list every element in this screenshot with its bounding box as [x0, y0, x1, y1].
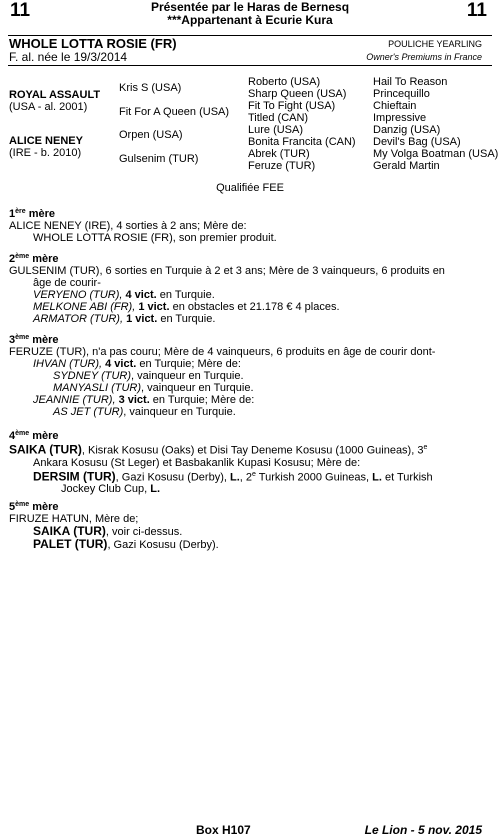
qualification: Qualifiée FEE: [216, 182, 284, 194]
ped-gen3-8: Feruze (TUR): [248, 160, 316, 172]
ped-gen3-5: Lure (USA): [248, 124, 304, 136]
pedigree-rule: [8, 65, 492, 66]
ped-gen4-7: My Volga Boatman (USA): [373, 148, 499, 160]
mere1-line2: WHOLE LOTTA ROSIE (FR), son premier produit.: [33, 232, 277, 244]
mere5-title: 5ème mère: [9, 501, 59, 513]
mere5-produit-1: SAIKA (TUR), voir ci-dessus.: [33, 524, 183, 538]
horse-name: WHOLE LOTTA ROSIE (FR): [9, 36, 177, 51]
ped-gen4-2: Princequillo: [373, 88, 430, 100]
ped-gen4-1: Hail To Reason: [373, 76, 448, 88]
mere3-title: 3ème mère: [9, 334, 59, 346]
lot-number-left: 11: [10, 0, 31, 21]
mere2-produit-1: VERYENO (TUR), 4 vict. en Turquie.: [33, 289, 215, 301]
horse-category: POULICHE YEARLING: [388, 39, 482, 49]
dam-info: (IRE - b. 2010): [9, 147, 82, 159]
horse-birth: F. al. née le 19/3/2014: [9, 50, 128, 64]
ped-gen4-8: Gerald Martin: [373, 160, 440, 172]
mere3-line1: FERUZE (TUR), n'a pas couru; Mère de 4 vainqueurs, 6 produits en âge de courir dont-: [9, 346, 436, 358]
mere2-line2: âge de courir-: [33, 277, 101, 289]
presenter-line: Présentée par le Haras de Bernesq: [150, 0, 350, 14]
mere3-produit-1: IHVAN (TUR), 4 vict. en Turquie; Mère de:: [33, 358, 241, 370]
ped-gen3-4: Titled (CAN): [248, 112, 309, 124]
mere3-section: [9, 334, 489, 418]
mere1-line1: ALICE NENEY (IRE), 4 sorties à 2 ans; Mère de:: [9, 220, 247, 232]
ped-gen4-6: Devil's Bag (USA): [373, 136, 461, 148]
mere4-line2: Ankara Kosusu (St Leger) et Basbakanlik Kupasi Kosusu; Mère de:: [33, 456, 361, 469]
ped-gen3-7: Abrek (TUR): [248, 148, 310, 160]
mere2-produit-2: MELKONE ABI (FR), 1 vict. en obstacles et 21.178 € 4 places.: [33, 301, 340, 313]
mere2-title: 2ème mère: [9, 253, 59, 265]
ped-gen3-2: Sharp Queen (USA): [248, 88, 347, 100]
sire-info: (USA - al. 2001): [9, 101, 88, 113]
mere3-produit-2a: AS JET (TUR), vainqueur en Turquie.: [53, 406, 236, 418]
ped-gen3-6: Bonita Francita (CAN): [248, 136, 356, 148]
premiums-label: Owner's Premiums in France: [366, 52, 482, 62]
mere4-title: 4ème mère: [9, 430, 59, 442]
ped-gen4-5: Danzig (USA): [373, 124, 441, 136]
mere4-section: [9, 430, 489, 495]
mere5-section: [9, 501, 489, 551]
mere5-produit-2: PALET (TUR), Gazi Kosusu (Derby).: [33, 537, 219, 551]
lot-number-right: 11: [466, 0, 487, 21]
mere2-section: [9, 253, 489, 325]
mere4-line3: DERSIM (TUR), Gazi Kosusu (Derby), L., 2e Turkish 2000 Guineas, L. et Turkish: [33, 469, 433, 484]
ped-gen4-3: Chieftain: [373, 100, 417, 112]
box-number: Box H107: [196, 823, 251, 837]
mere2-produit-3: ARMATOR (TUR), 1 vict. en Turquie.: [33, 313, 216, 325]
sire-name: ROYAL ASSAULT: [9, 89, 101, 101]
sale-info: Le Lion - 5 nov. 2015: [364, 823, 482, 837]
ped-gen3-3: Fit To Fight (USA): [248, 100, 336, 112]
mere2-line1: GULSENIM (TUR), 6 sorties en Turquie à 2 et 3 ans; Mère de 3 vainqueurs, 6 produits en: [9, 265, 445, 277]
mere3-produit-1a: SYDNEY (TUR), vainqueur en Turquie.: [53, 370, 244, 382]
mere1-title: 1ère mère: [9, 208, 55, 220]
mere1-section: [9, 208, 489, 244]
mere5-line1: FIRUZE HATUN, Mère de;: [9, 513, 139, 525]
mere4-line1: SAIKA (TUR), Kisrak Kosusu (Oaks) et Disi Tay Deneme Kosusu (1000 Guineas), 3e: [9, 442, 428, 457]
ped-gen2-3: Orpen (USA): [119, 129, 183, 141]
ped-gen2-1: Kris S (USA): [119, 82, 182, 94]
ped-gen2-2: Fit For A Queen (USA): [119, 106, 230, 118]
mere3-produit-2: JEANNIE (TUR), 3 vict. en Turquie; Mère de:: [33, 394, 255, 406]
ped-gen2-4: Gulsenim (TUR): [119, 153, 199, 165]
owner-line: ***Appartenant à Ecurie Kura: [167, 13, 333, 27]
dam-name: ALICE NENEY: [9, 135, 83, 147]
mere3-produit-1b: MANYASLI (TUR), vainqueur en Turquie.: [53, 382, 254, 394]
mere4-line4: Jockey Club Cup, L.: [61, 483, 161, 496]
ped-gen4-4: Impressive: [373, 112, 427, 124]
ped-gen3-1: Roberto (USA): [248, 76, 321, 88]
